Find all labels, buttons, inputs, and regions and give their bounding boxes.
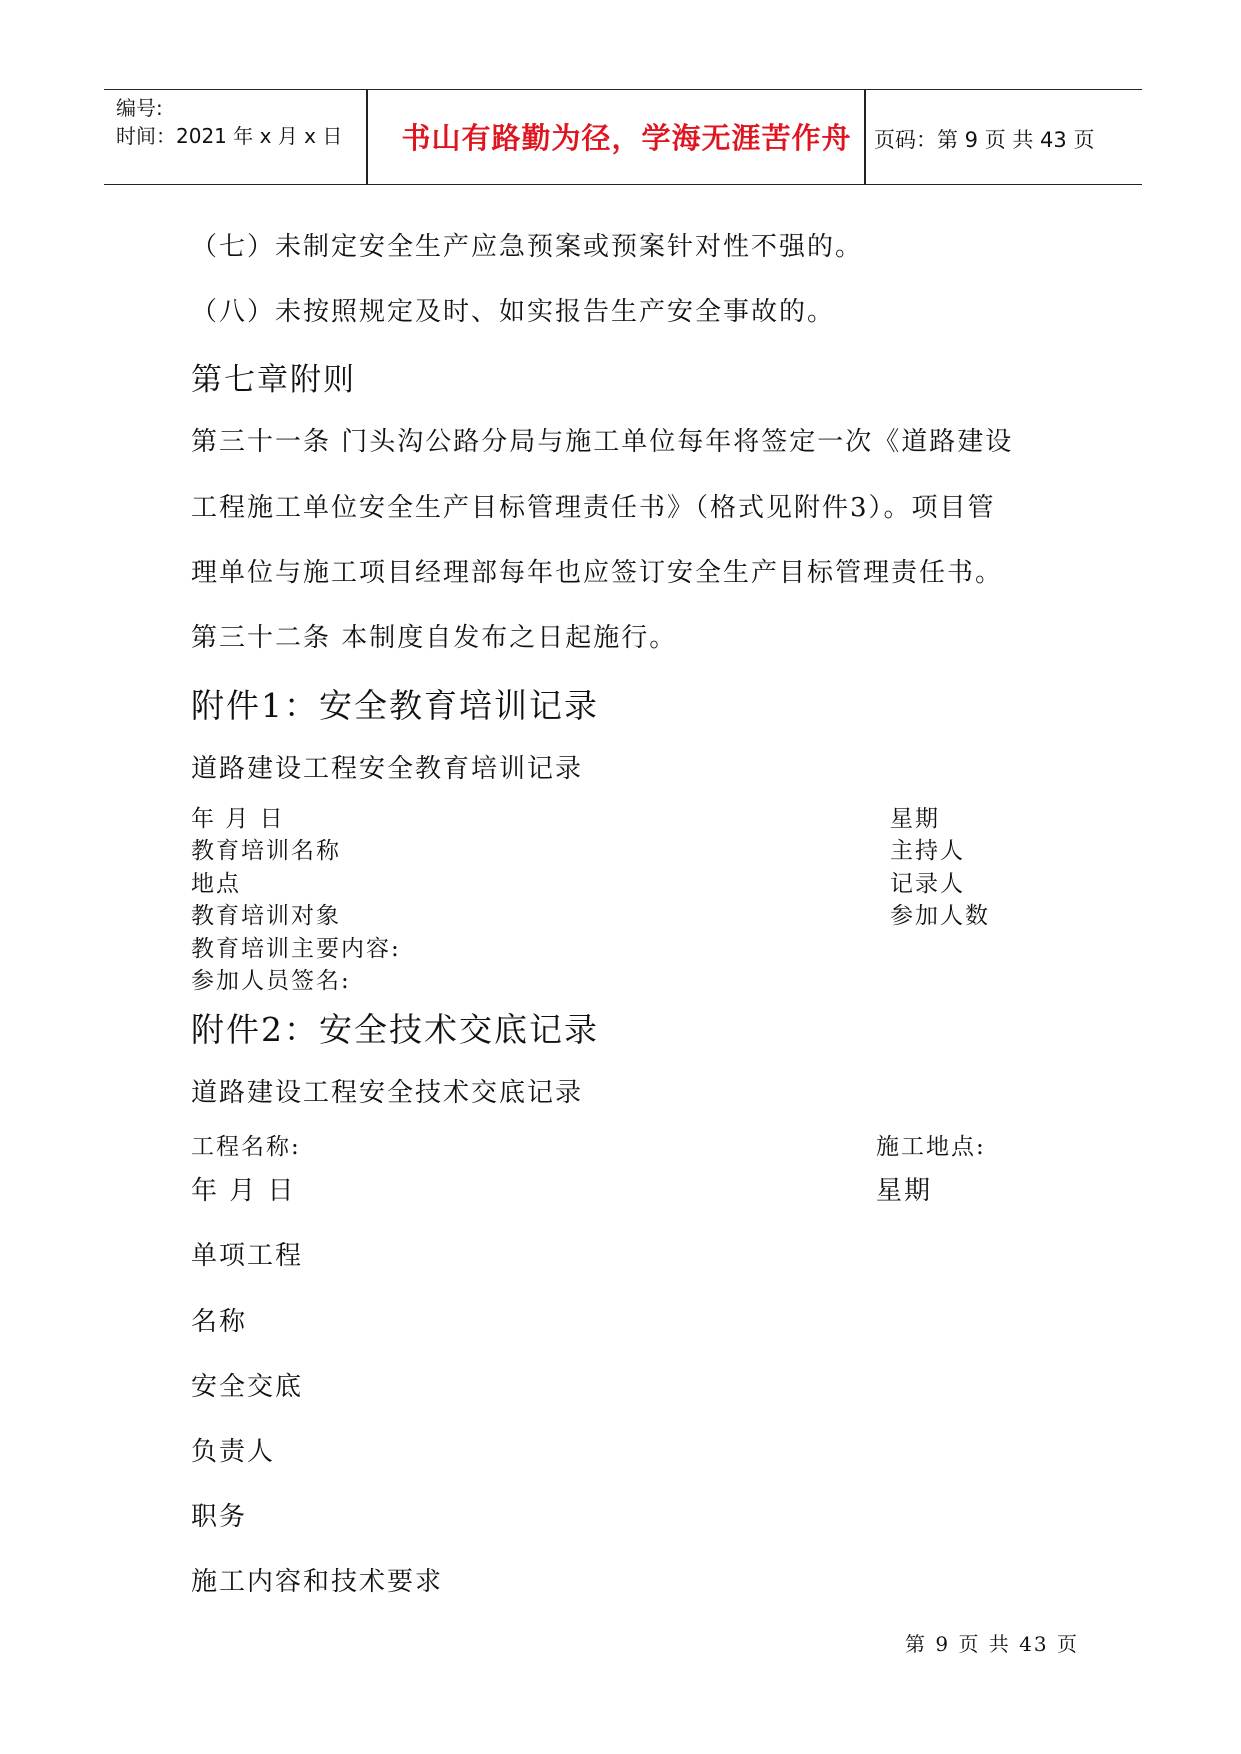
article-32: 第三十二条 本制度自发布之日起施行。: [191, 623, 678, 653]
chapter-heading: 第七章附则: [191, 362, 356, 398]
attachment2-heading: 附件2：安全技术交底记录: [191, 1010, 599, 1049]
record-row: 施工内容和技术要求: [191, 1567, 444, 1597]
header-divider: [366, 90, 368, 184]
form-field: 参加人员签名:: [191, 968, 351, 994]
article-31-line2: 工程施工单位安全生产目标管理责任书》（格式见附件3）。项目管: [191, 493, 996, 523]
date-field: 年 月 日: [191, 1176, 296, 1206]
attachment1-heading: 附件1：安全教育培训记录: [191, 686, 599, 725]
record-row: 职务: [191, 1502, 248, 1532]
clause-7: （七）未制定安全生产应急预案或预案针对性不强的。: [191, 232, 864, 262]
number-label: 编号:: [116, 96, 163, 120]
weekday-field: 星期: [876, 1176, 933, 1206]
time-label: 时间：2021 年 x 月 x 日: [116, 124, 343, 148]
record-row: 名称: [191, 1307, 248, 1337]
record-row: 安全交底: [191, 1372, 304, 1402]
header-page-info: 页码：第 9 页 共 43 页: [874, 128, 1095, 152]
record-row: 单项工程: [191, 1241, 304, 1271]
clause-8: （八）未按照规定及时、如实报告生产安全事故的。: [191, 297, 836, 327]
form-field-right: 星期: [890, 806, 940, 832]
site-field: 施工地点:: [876, 1134, 986, 1160]
project-name-field: 工程名称:: [191, 1134, 301, 1160]
form-field: 教育培训对象: [191, 903, 341, 929]
page-header: [104, 89, 1142, 185]
form-field-right: 记录人: [890, 871, 965, 897]
article-31-line3: 理单位与施工项目经理部每年也应签订安全生产目标管理责任书。: [191, 558, 1004, 588]
record-row: 负责人: [191, 1437, 276, 1467]
page-footer: 第 9 页 共 43 页: [905, 1632, 1079, 1656]
attachment1-title: 道路建设工程安全教育培训记录: [191, 754, 584, 784]
header-left: [116, 94, 342, 188]
form-field-right: 参加人数: [890, 903, 990, 929]
header-divider: [864, 90, 866, 184]
form-field: 地点: [191, 871, 241, 897]
form-field: 教育培训主要内容:: [191, 936, 401, 962]
article-31-line1: 第三十一条 门头沟公路分局与施工单位每年将签定一次《道路建设: [191, 427, 1014, 457]
header-motto: 书山有路勤为径，学海无涯苦作舟: [401, 121, 852, 155]
form-field: 年 月 日: [191, 806, 285, 832]
attachment2-title: 道路建设工程安全技术交底记录: [191, 1078, 584, 1108]
form-field-right: 主持人: [890, 838, 965, 864]
form-field: 教育培训名称: [191, 838, 341, 864]
